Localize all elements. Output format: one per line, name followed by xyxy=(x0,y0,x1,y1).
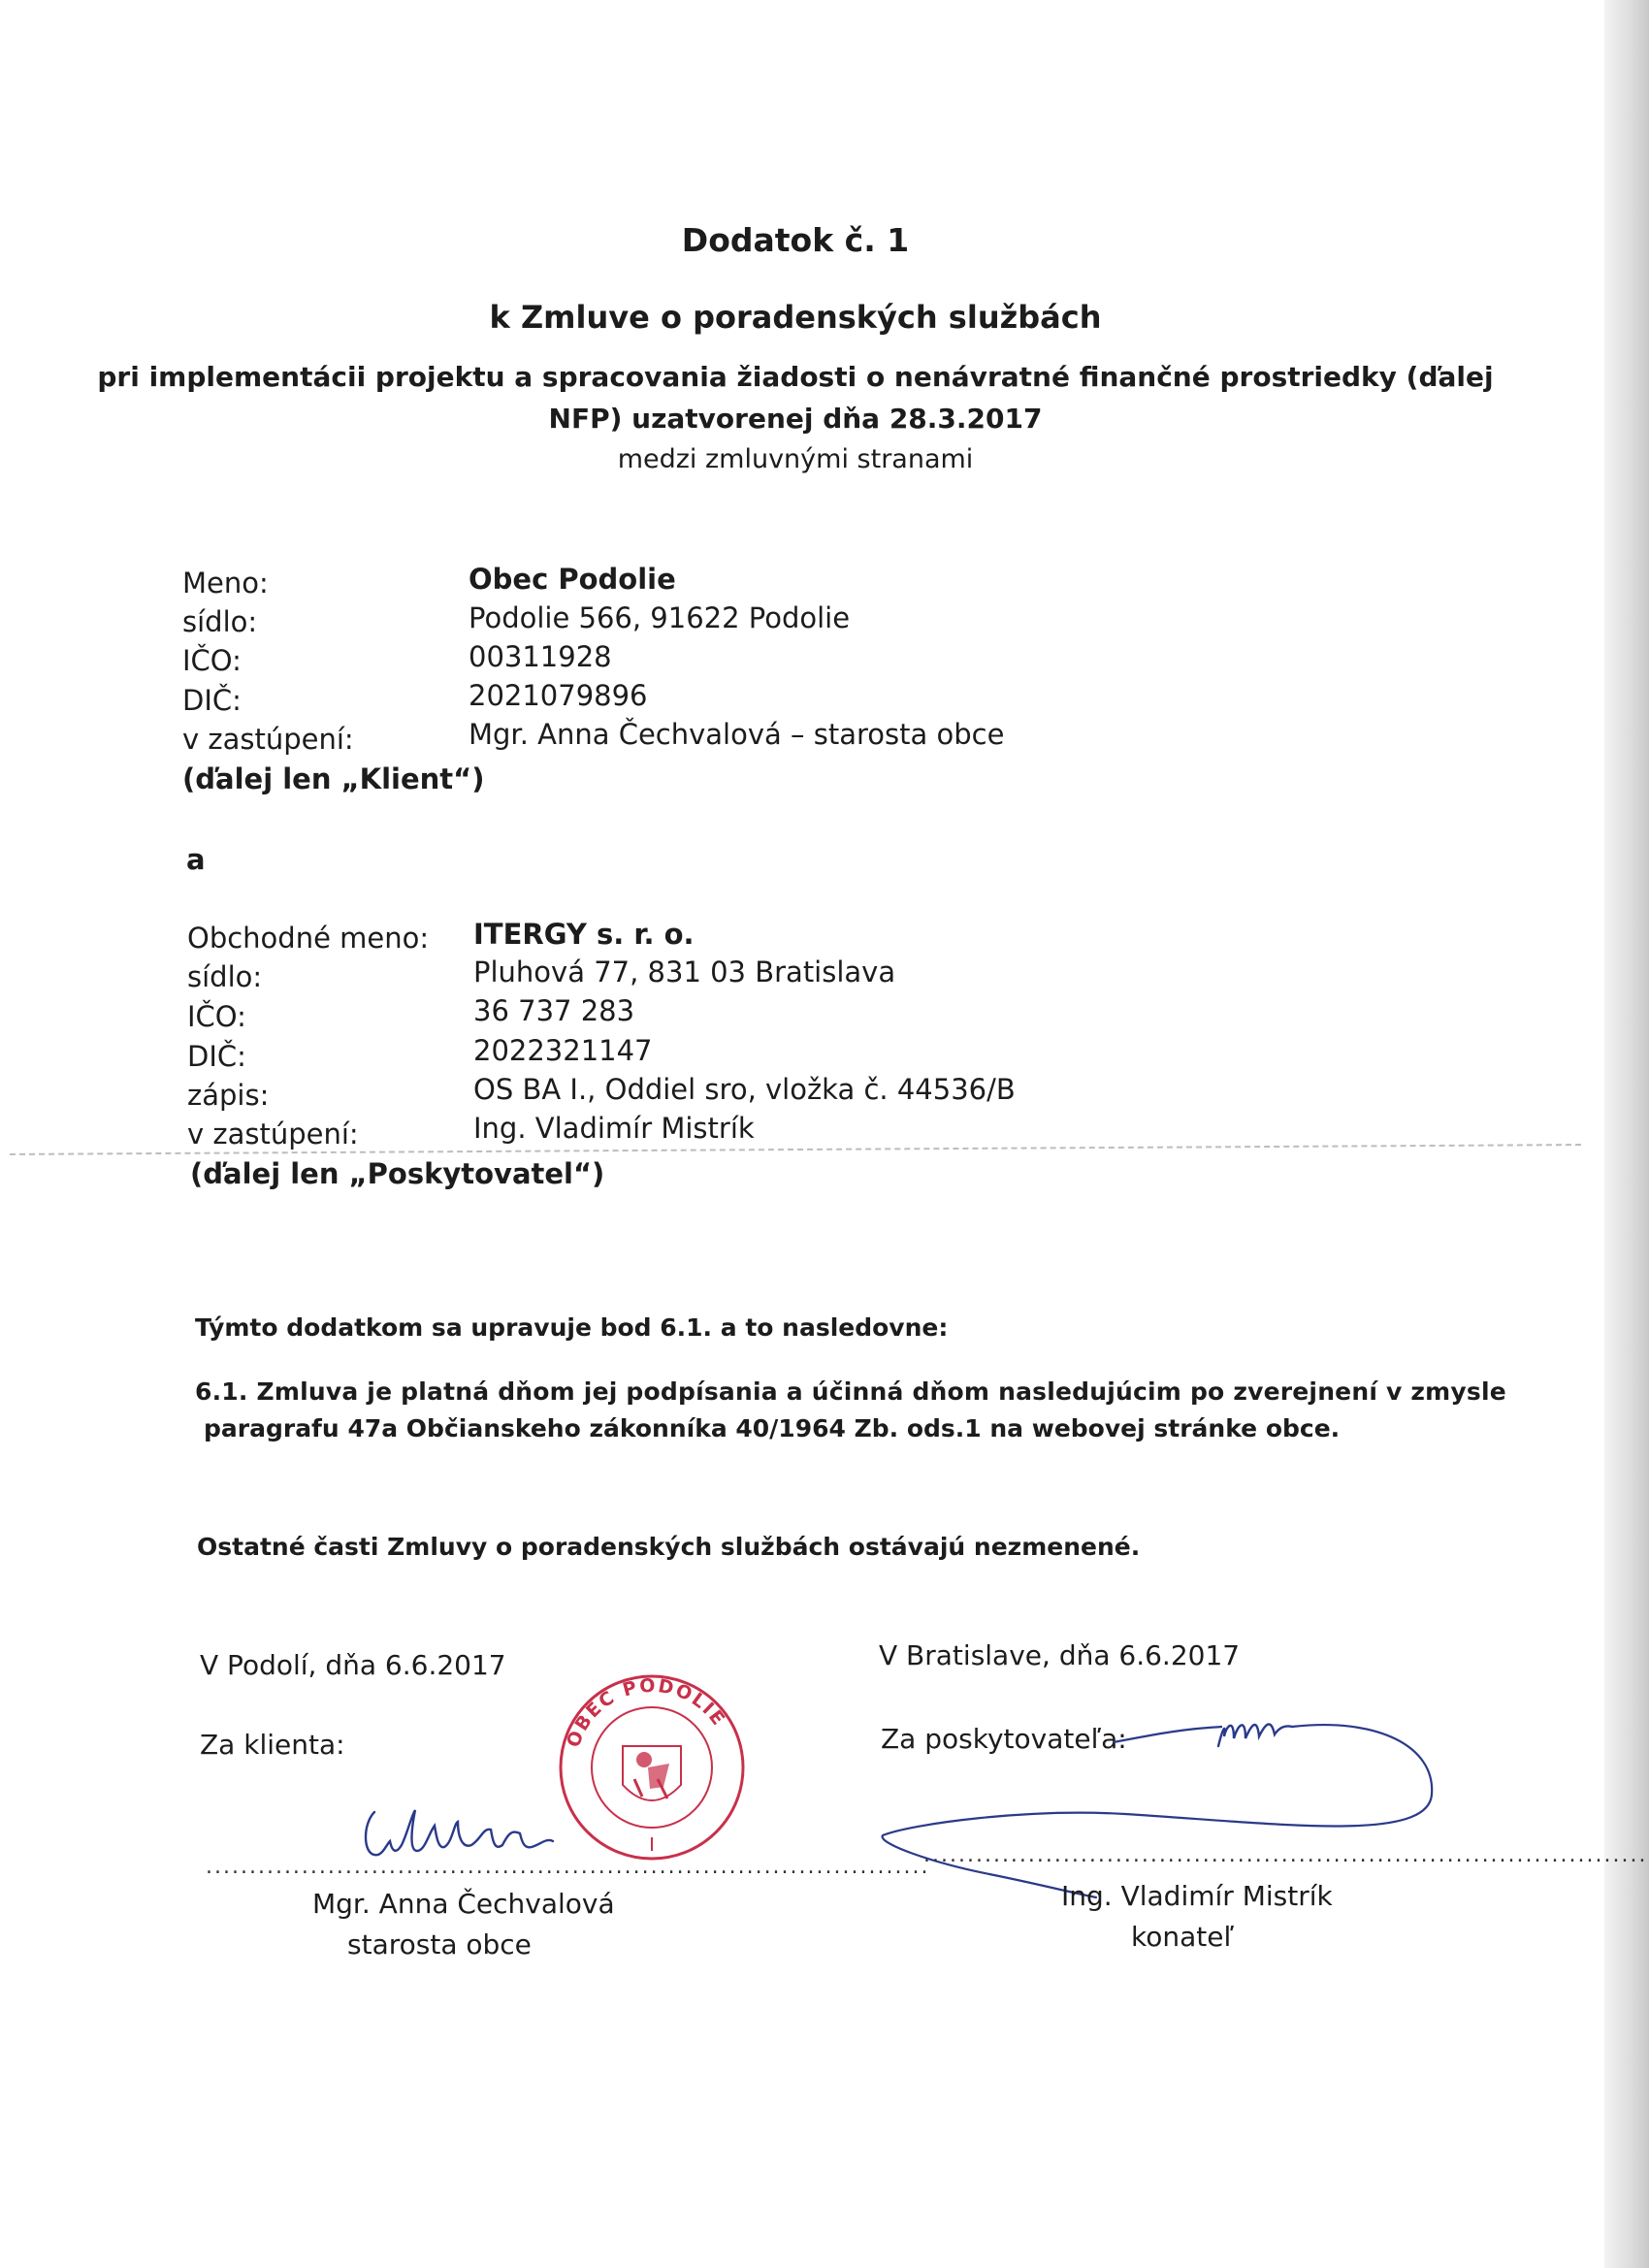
client-label-representative: v zastúpení: xyxy=(182,723,354,756)
client-label-name: Meno: xyxy=(182,567,269,599)
provider-label-representative: v zastúpení: xyxy=(187,1118,359,1150)
provider-value-name: ITERGY s. r. o. xyxy=(473,918,695,951)
amendment-intro: Týmto dodatkom sa upravuje bod 6.1. a to nasledovne: xyxy=(195,1313,949,1342)
provider-value-ico: 36 737 283 xyxy=(473,994,635,1027)
provider-signature-line: ................................................................................... xyxy=(923,1843,1648,1867)
right-signatory-name: Ing. Vladimír Mistrík xyxy=(1061,1880,1333,1912)
intro-line-3: medzi zmluvnými stranami xyxy=(617,444,974,474)
provider-value-representative: Ing. Vladimír Mistrík xyxy=(473,1112,755,1145)
left-place-date: V Podolí, dňa 6.6.2017 xyxy=(200,1649,506,1681)
client-value-dic: 2021079896 xyxy=(469,679,648,712)
client-value-seat: Podolie 566, 91622 Podolie xyxy=(469,601,851,634)
closing-statement: Ostatné časti Zmluvy o poradenských službách ostávajú nezmenené. xyxy=(197,1533,1141,1561)
right-place-date: V Bratislave, dňa 6.6.2017 xyxy=(879,1639,1241,1671)
conjunction: a xyxy=(186,843,206,876)
client-value-representative: Mgr. Anna Čechvalová – starosta obce xyxy=(469,718,1005,751)
client-alias: (ďalej len „Klient“) xyxy=(182,762,485,795)
right-role: Za poskytovateľa: xyxy=(881,1723,1127,1755)
municipal-stamp xyxy=(555,1670,749,1868)
intro-line-1: pri implementácii projektu a spracovania žiadosti o nenávratné finančné prostriedky (ďalej xyxy=(97,361,1494,393)
scan-edge-shadow xyxy=(1604,0,1649,2268)
provider-label-ico: IČO: xyxy=(187,1000,246,1033)
client-signature-line: ................................................................................... xyxy=(206,1855,930,1879)
provider-value-dic: 2022321147 xyxy=(473,1034,653,1067)
client-label-ico: IČO: xyxy=(182,644,242,677)
right-signatory-title: konateľ xyxy=(1131,1921,1234,1953)
intro-line-2: NFP) uzatvorenej dňa 28.3.2017 xyxy=(548,403,1043,435)
provider-label-dic: DIČ: xyxy=(187,1040,246,1073)
document-title: Dodatok č. 1 xyxy=(681,221,910,259)
provider-label-registration: zápis: xyxy=(187,1079,270,1112)
left-signatory-name: Mgr. Anna Čechvalová xyxy=(312,1888,615,1920)
point-line-1: 6.1. Zmluva je platná dňom jej podpísania a účinná dňom nasledujúcim po zverejnení v zmysle xyxy=(195,1377,1506,1406)
left-role: Za klienta: xyxy=(200,1729,345,1761)
client-value-name: Obec Podolie xyxy=(469,563,676,596)
provider-label-seat: sídlo: xyxy=(187,960,263,993)
client-label-seat: sídlo: xyxy=(182,605,258,638)
point-line-2: paragrafu 47a Občianskeho zákonníka 40/1964 Zb. ods.1 na webovej stránke obce. xyxy=(204,1414,1341,1442)
provider-alias: (ďalej len „Poskytovatel“) xyxy=(190,1157,605,1190)
document-subtitle: k Zmluve o poradenských službách xyxy=(489,299,1102,336)
stamp-text: OBEC PODOLIE xyxy=(563,1674,730,1751)
left-signatory-title: starosta obce xyxy=(347,1928,532,1960)
provider-value-seat: Pluhová 77, 831 03 Bratislava xyxy=(473,956,896,988)
provider-label-name: Obchodné meno: xyxy=(187,922,430,955)
provider-value-registration: OS BA I., Oddiel sro, vložka č. 44536/B xyxy=(473,1073,1016,1106)
client-value-ico: 00311928 xyxy=(469,640,612,673)
client-label-dic: DIČ: xyxy=(182,684,242,717)
